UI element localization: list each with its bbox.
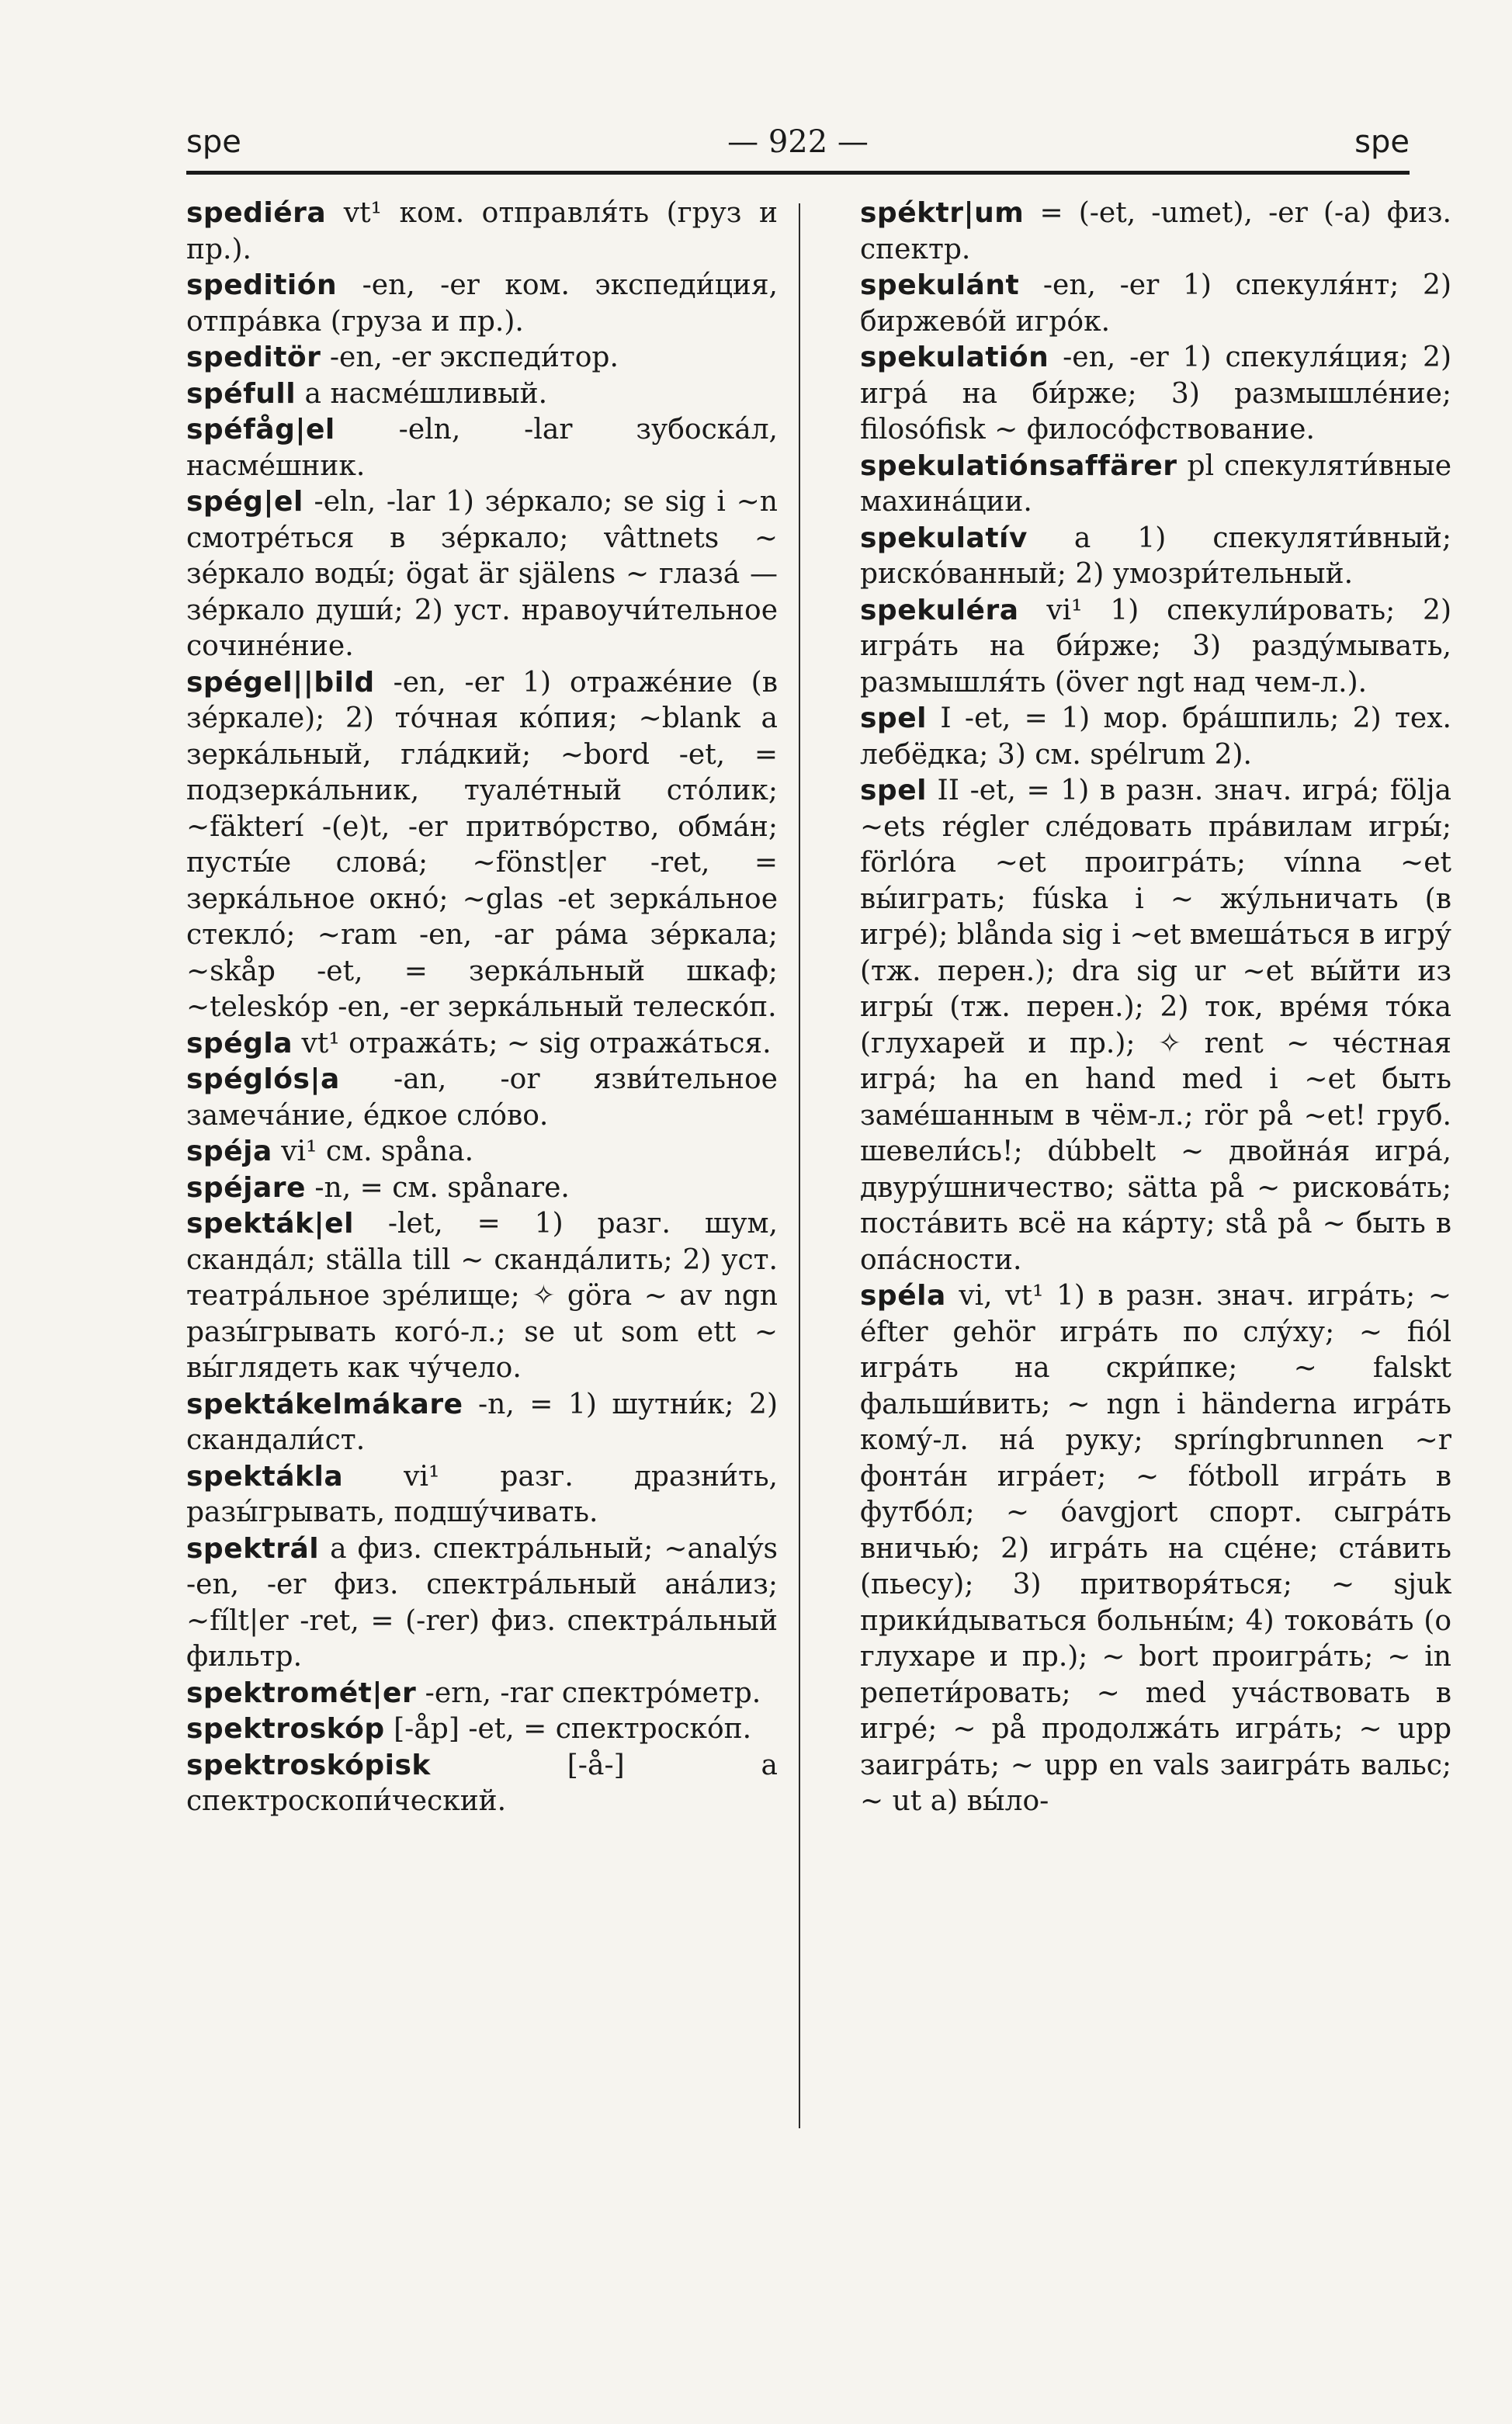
dictionary-entry [186, 1676, 778, 1712]
entry-definition: -en, -er 1) спекуля́ция; 2) игра́ на би́рже; 3) размышле́ние; filosófisk ~ филосо́фствование. [860, 342, 1451, 446]
entry-headword: spéfåg|el [186, 414, 335, 446]
entry-headword: spekulatív [860, 522, 1028, 554]
entry-definition: -n, = см. spånare. [314, 1171, 570, 1204]
entry-headword: spekulatiónsaffärer [860, 449, 1177, 482]
dictionary-entry [186, 1134, 778, 1170]
dictionary-entry [186, 1062, 778, 1134]
page-number: — 922 — [727, 124, 869, 160]
entry-definition: [-å-] a спектроскопи́ческий. [186, 1749, 778, 1817]
entry-headword: speditör [186, 342, 321, 373]
entry-headword: spéfull [186, 377, 297, 410]
entry-headword: spég|el [186, 486, 303, 518]
entry-headword: spégla [186, 1027, 293, 1059]
dictionary-entry [186, 1206, 778, 1387]
entry-headword: spektroskópisk [186, 1749, 431, 1781]
entry-definition: -an, -or язви́тельное замеча́ние, е́дкое сло́во. [186, 1063, 778, 1132]
dictionary-entry [186, 1170, 778, 1207]
entry-headword: spel [860, 775, 927, 806]
entry-headword: spéjare [186, 1171, 306, 1204]
entry-definition: [-åp] -et, = спектроско́п. [394, 1713, 752, 1745]
entry-definition: -ern, -rar спектро́метр. [425, 1677, 761, 1709]
dictionary-entry [860, 340, 1451, 449]
entry-definition: -en, -er 1) отраже́ние (в зе́ркале); 2) то́чная ко́пия; ~blank a зерка́льный, гла́дкий; ~bord -et, = подзерка́льник, туале́тный сто́лик; ~fäkterí -(e)t, -er притво́рство, обма́н; пусты́е слова́; ~fönst|er -ret, = зерка́льное окно́; ~glas -et зерка́льное стекло́; ~ram -en, -ar ра́ма зе́ркала; ~skåp -et, = зерка́льный шкаф; ~teleskóp -en, -er зерка́льный телеско́п. [186, 666, 778, 1023]
dictionary-entry [186, 1748, 778, 1820]
entry-definition: vt¹ ком. отправля́ть (груз и пр.). [186, 197, 778, 265]
entry-headword: spediéra [186, 197, 327, 229]
entry-headword: spégel||bild [186, 666, 375, 699]
dictionary-entry [186, 665, 778, 1026]
dictionary-entry [186, 1531, 778, 1676]
dictionary-entry [860, 593, 1451, 702]
entry-headword: spéktr|um [860, 197, 1025, 229]
entry-headword: spektrál [186, 1532, 320, 1565]
dictionary-entry [186, 340, 778, 376]
dictionary-entry [860, 1278, 1451, 1820]
right-column [860, 196, 1451, 2152]
dictionary-entry [860, 701, 1451, 773]
running-header [186, 124, 1410, 174]
dictionary-entry [860, 773, 1451, 1278]
entry-definition: -en, -er экспеди́тор. [329, 342, 619, 373]
dictionary-entry [860, 268, 1451, 340]
entry-headword: spekuléra [860, 594, 1019, 626]
entry-headword: spéja [186, 1136, 272, 1167]
dictionary-entry [860, 196, 1451, 268]
left-column [186, 196, 778, 2152]
dictionary-entry [186, 1459, 778, 1531]
entry-definition: II -et, = 1) в разн. знач. игра́; följa ~ets régler сле́довать пра́вилам игры́; förlóra ~et проигра́ть; vínna ~et вы́играть; fúska i ~ жу́льничать (в игре́); blånda sig i ~et вмеша́ться в игру́ (тж. перен.); dra sig ur ~et вы́йти из игры́ (тж. перен.); 2) ток, вре́мя то́ка (глухарей и пр.); ✧ rent ~ че́стная игра́; ha en hand med i ~et быть заме́шанным в чём-л.; rör på ~et! груб. шевели́сь!; dúbbelt ~ двойна́я игра́, двуру́шничество; sätta på ~ рискова́ть; поста́вить всё на ка́рту; stå på ~ быть в опа́сности. [860, 775, 1451, 1276]
dictionary-entry [186, 268, 778, 340]
entry-definition: vi¹ 1) спекули́ровать; 2) игра́ть на би́рже; 3) разду́мывать, размышля́ть (över ngt над чем-л.). [860, 594, 1451, 699]
entry-definition: -eln, -lar 1) зе́ркало; se sig i ~n смотре́ться в зе́ркало; vâttnets ~ зе́ркало воды́; ögat är själens ~ глаза́ — зе́ркало души́; 2) уст. нравоучи́тельное сочине́ние. [186, 486, 778, 662]
entry-definition: pl спекуляти́вные махина́ции. [860, 449, 1451, 518]
entry-definition: a насме́шливый. [304, 377, 548, 410]
dictionary-entry [186, 412, 778, 484]
entry-headword: spektákla [186, 1460, 344, 1493]
entry-headword: spekulánt [860, 269, 1020, 301]
entry-definition: vt¹ отража́ть; ~ sig отража́ться. [301, 1027, 772, 1059]
dictionary-entry [186, 1026, 778, 1063]
entry-definition: -let, = 1) разг. шум, сканда́л; ställa till ~ сканда́лить; 2) уст. театра́льное зре́лище; ✧ göra ~ av ngn разы́грывать кого́-л.; se ut som ett ~ вы́глядеть как чу́чело. [186, 1208, 778, 1384]
entry-definition: -en, -er 1) спекуля́нт; 2) биржево́й игро́к. [860, 269, 1451, 338]
entry-definition: -n, = 1) шутни́к; 2) скандали́ст. [186, 1388, 778, 1456]
entry-definition: a физ. спектра́льный; ~analýs -en, -er физ. спектра́льный ана́лиз; ~fílt|er -ret, = (-rer) физ. спектра́льный фильтр. [186, 1532, 778, 1673]
entry-definition: a 1) спекуляти́вный; риско́ванный; 2) умозри́тельный. [860, 522, 1451, 590]
entry-headword: speditión [186, 269, 338, 301]
entry-headword: spekták|el [186, 1208, 354, 1240]
entry-definition: -en, -er ком. экспеди́ция, отпра́вка (груза и пр.). [186, 269, 778, 338]
dictionary-entry [186, 1387, 778, 1459]
entry-definition: = (-et, -umet), -er (-a) физ. спектр. [860, 197, 1451, 265]
entry-definition: vi¹ разг. дразни́ть, разы́грывать, подшу́чивать. [186, 1460, 778, 1528]
entry-definition: vi, vt¹ 1) в разн. знач. игра́ть; ~ éfter gehör игра́ть по слу́ху; ~ fiól игра́ть на скри́пке; ~ falskt фальши́вить; ~ ngn i händerna игра́ть кому́-л. на́ руку; spríngbrunnen ~r фонта́н игра́ет; ~ fótboll игра́ть в футбо́л; ~ óavgjort спорт. сыгра́ть вничью́; 2) игра́ть на сце́не; ста́вить (пьесу); 3) притворя́ться; ~ sjuk прики́дываться больны́м; 4) токова́ть (о глухаре и пр.); ~ bort проигра́ть; ~ in репети́ровать; ~ med уча́ствовать в игре́; ~ på продолжа́ть игра́ть; ~ upp заигра́ть; ~ upp en vals заигра́ть вальс; ~ ut а) вы́ло- [860, 1280, 1451, 1817]
entry-definition: -eln, -lar зубоска́л, насме́шник. [186, 414, 778, 482]
dictionary-entry [186, 1711, 778, 1748]
entry-headword: spektákelmákare [186, 1388, 463, 1420]
dictionary-entry [186, 376, 778, 413]
header-right-guideword: spe [1354, 124, 1410, 160]
entry-headword: spektromét|er [186, 1677, 417, 1709]
entry-headword: spekulatión [860, 342, 1049, 373]
dictionary-entry [860, 521, 1451, 593]
dictionary-entry [186, 196, 778, 268]
entry-headword: spel [860, 702, 927, 734]
header-rule [186, 171, 1410, 175]
entry-definition: I -et, = 1) мор. бра́шпиль; 2) тех. лебёдка; 3) см. spélrum 2). [860, 702, 1451, 771]
column-divider [799, 203, 800, 2128]
dictionary-entry [186, 484, 778, 665]
entry-headword: spektroskóp [186, 1713, 385, 1745]
dictionary-entry [860, 449, 1451, 521]
header-left-guideword: spe [186, 124, 241, 160]
entry-headword: spéla [860, 1280, 946, 1312]
entry-headword: spéglós|a [186, 1063, 340, 1095]
entry-definition: vi¹ см. spåna. [281, 1136, 474, 1167]
